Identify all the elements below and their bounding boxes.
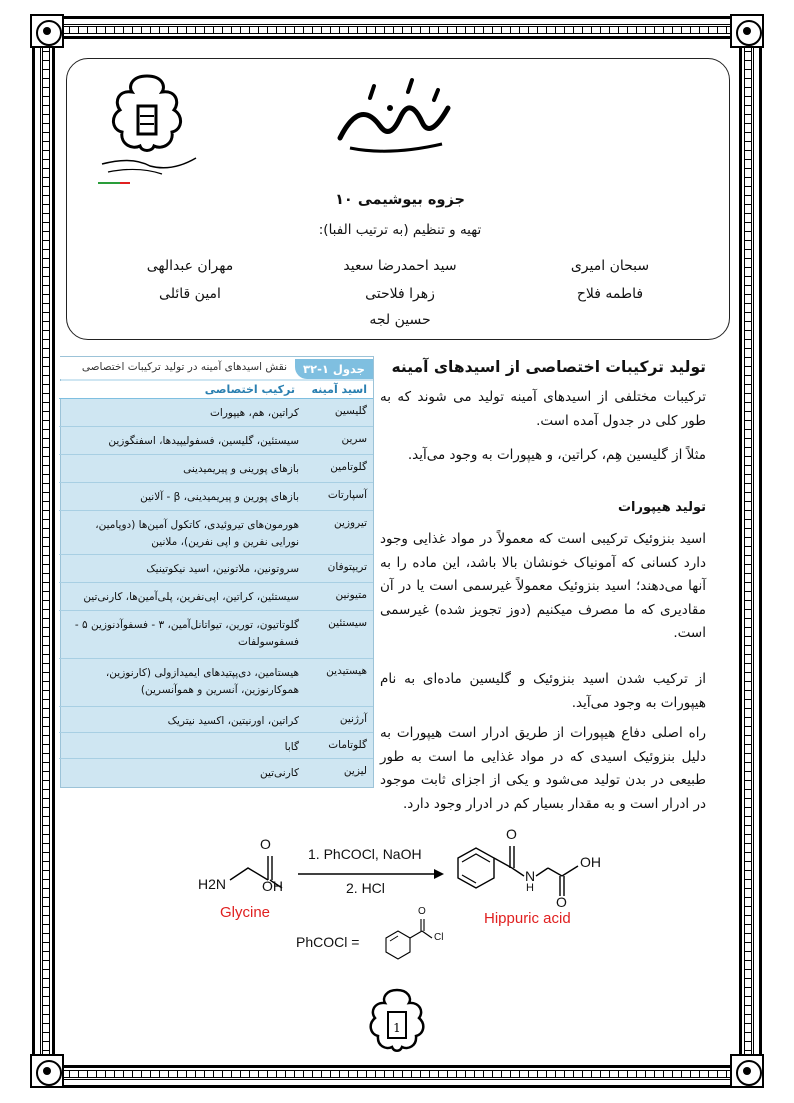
hippuric-acid-o: O [556,894,567,910]
hippuric-hydroxyl: OH [580,854,601,870]
corner-ornament-bottom-left [30,1054,64,1088]
table-row [59,611,373,659]
table-row [59,759,373,787]
author-name: زهرا فلاحتی [365,286,435,302]
table-row [59,555,373,583]
table-row [59,427,373,455]
product-cell: هیستامین، دی‌پپتیدهای ایمیدازولی (کارنوزین، هموکارنوزین، آنسرین و هموآنسرین) [105,667,299,696]
paragraph: اسید بنزوئیک ترکیبی است که معمولاً در مواد غذایی وجود دارد کسانی که آمونیاک خونشان بالا باشد، این ماده را به آنها می‌دهند؛ اسید بنزوئیک معمولاً غیرسمی است یا در آن مقادیری که ما مصرف میکنیم (دوز تجویز شده) غیرسمی است. [380,531,706,641]
table-row [59,733,373,759]
reaction-step-1: 1. PhCOCl, NaOH [308,846,422,862]
author-name: مهران عبدالهی [146,258,234,274]
product-cell: گابا [284,741,299,753]
paragraph: ترکیبات مختلفی از اسیدهای آمینه تولید می شوند که به طور کلی در جدول آمده است. [380,389,706,429]
paragraph: از ترکیب شدن اسید بنزوئیک و گلیسین ماده‌ای به نام هیپورات به وجود می‌آید. [380,671,706,711]
table-row [59,483,373,511]
subsection-title: تولید هیپورات [617,500,706,515]
amino-acid-cell: گلوتامات [328,739,367,751]
column-header-product: ترکیب اختصاصی [204,383,295,396]
paragraph: راه اصلی دفاع هیپورات از طریق ادرار است هیپورات به دلیل بنزوئیک اسیدی که در مواد غذایی ما است به طور طبیعی در بدن تولید می‌شود و یکی از اجزای ثابت موجود در ادرار است و به مقدار بسیار کم در ادرار وجود دارد. [380,725,706,812]
author-name: امین قائلی [159,286,221,302]
border-rail-left [42,44,50,1060]
page-number: 1 [393,1021,401,1035]
hippuric-acid-label: Hippuric acid [484,910,571,927]
author-name: فاطمه فلاح [576,286,644,302]
calligraphy-heading [330,78,460,158]
amino-acid-cell: گلوتامین [330,461,367,473]
amino-acid-cell: تریپتوفان [327,561,367,573]
table-row [59,707,373,733]
reaction-step-2: 2. HCl [346,880,385,896]
author-name: حسین لجه [369,312,431,328]
product-cell: کارنی‌تین [259,767,299,779]
hippuric-amide-n: N [525,868,536,884]
university-logo [92,72,202,192]
amino-acid-table [60,356,374,788]
corner-ornament-bottom-right [730,1054,764,1088]
amino-acid-cell: لیزین [343,765,367,777]
amino-acid-cell: گلیسین [334,405,367,417]
product-cell: سیستئین، کراتین، اپی‌نفرین، پلی‌آمین‌ها، کارنی‌تین [83,591,299,603]
table-row [59,659,373,707]
document-subtitle: تهیه و تنظیم (به ترتیب الفبا): [318,222,482,238]
author-name: سبحان امیری [570,258,650,274]
amino-acid-cell: آرژنین [339,713,367,725]
product-cell: کراتین، اورنیتین، اکسید نیتریک [167,715,299,727]
table-row [59,399,373,427]
author-name: سید احمدرضا سعید [343,258,457,274]
reagent-carbonyl-o: O [418,906,426,917]
product-cell: بازهای پورین و پیریمیدینی، β - آلانین [140,491,299,503]
amino-acid-cell: آسپارتات [327,489,367,501]
amino-acid-cell: هیستیدین [326,665,367,677]
glycine-hydroxyl: OH [262,878,283,894]
reagent-definition: PhCOCl = [296,934,360,950]
table-header-row [59,381,373,399]
product-cell: سروتونین، ملاتونین، اسید نیکوتینیک [146,563,299,575]
product-cell: بازهای پورینی و پیریمیدینی [183,463,299,475]
corner-ornament-top-left [30,14,64,48]
table-row [59,583,373,611]
column-header-amino-acid: اسید آمینه [311,383,367,396]
glycine-carbonyl-o: O [260,836,271,852]
product-cell: هورمون‌های تیروئیدی، کاتکول آمین‌ها (دوپامین، نورایی نفرین و اپی نفرین)، ملانین [95,519,299,548]
table-caption-text: نقش اسیدهای آمینه در تولید ترکیبات اختصاصی [81,361,287,373]
amino-acid-cell: تیروزین [334,517,367,529]
border-rail-right [744,44,752,1060]
product-cell: کراتین، هم، هیپورات [210,407,299,419]
table-caption [59,357,373,379]
table-row [59,455,373,483]
amino-acid-cell: متیونین [335,589,367,601]
hippuric-amide-h: H [526,882,534,894]
corner-ornament-top-right [730,14,764,48]
product-cell: سیستئین، گلیسین، فسفولیپیدها، اسفنگوزین [108,435,299,447]
product-cell: گلوتاتیون، تورین، تیواتانل‌آمین، ۳ - فسفوآدنوزین ۵ - فسفوسولفات [74,619,299,648]
table-number-tag: جدول ۱-۳۲ [295,359,373,379]
border-rail-bottom [60,1070,734,1078]
glycine-amine: H2N [198,876,227,892]
table-row [59,511,373,555]
hippurate-reaction-scheme [190,826,620,968]
hippuric-carbonyl-o: O [506,826,517,842]
document-title: جزوه بیوشیمی ۱۰ [335,192,465,208]
paragraph: مثلاً از گلیسین هِم، کراتین، و هیپورات به وجود می‌آید. [407,447,706,463]
border-rail-top [60,26,734,34]
page-number-ornament [362,986,432,1056]
amino-acid-cell: سیستئین [328,617,367,629]
section-title: تولید ترکیبات اختصاصی از اسیدهای آمینه [391,358,706,376]
glycine-label: Glycine [220,904,271,921]
amino-acid-cell: سرین [341,433,367,445]
reagent-chlorine: Cl [434,932,444,943]
